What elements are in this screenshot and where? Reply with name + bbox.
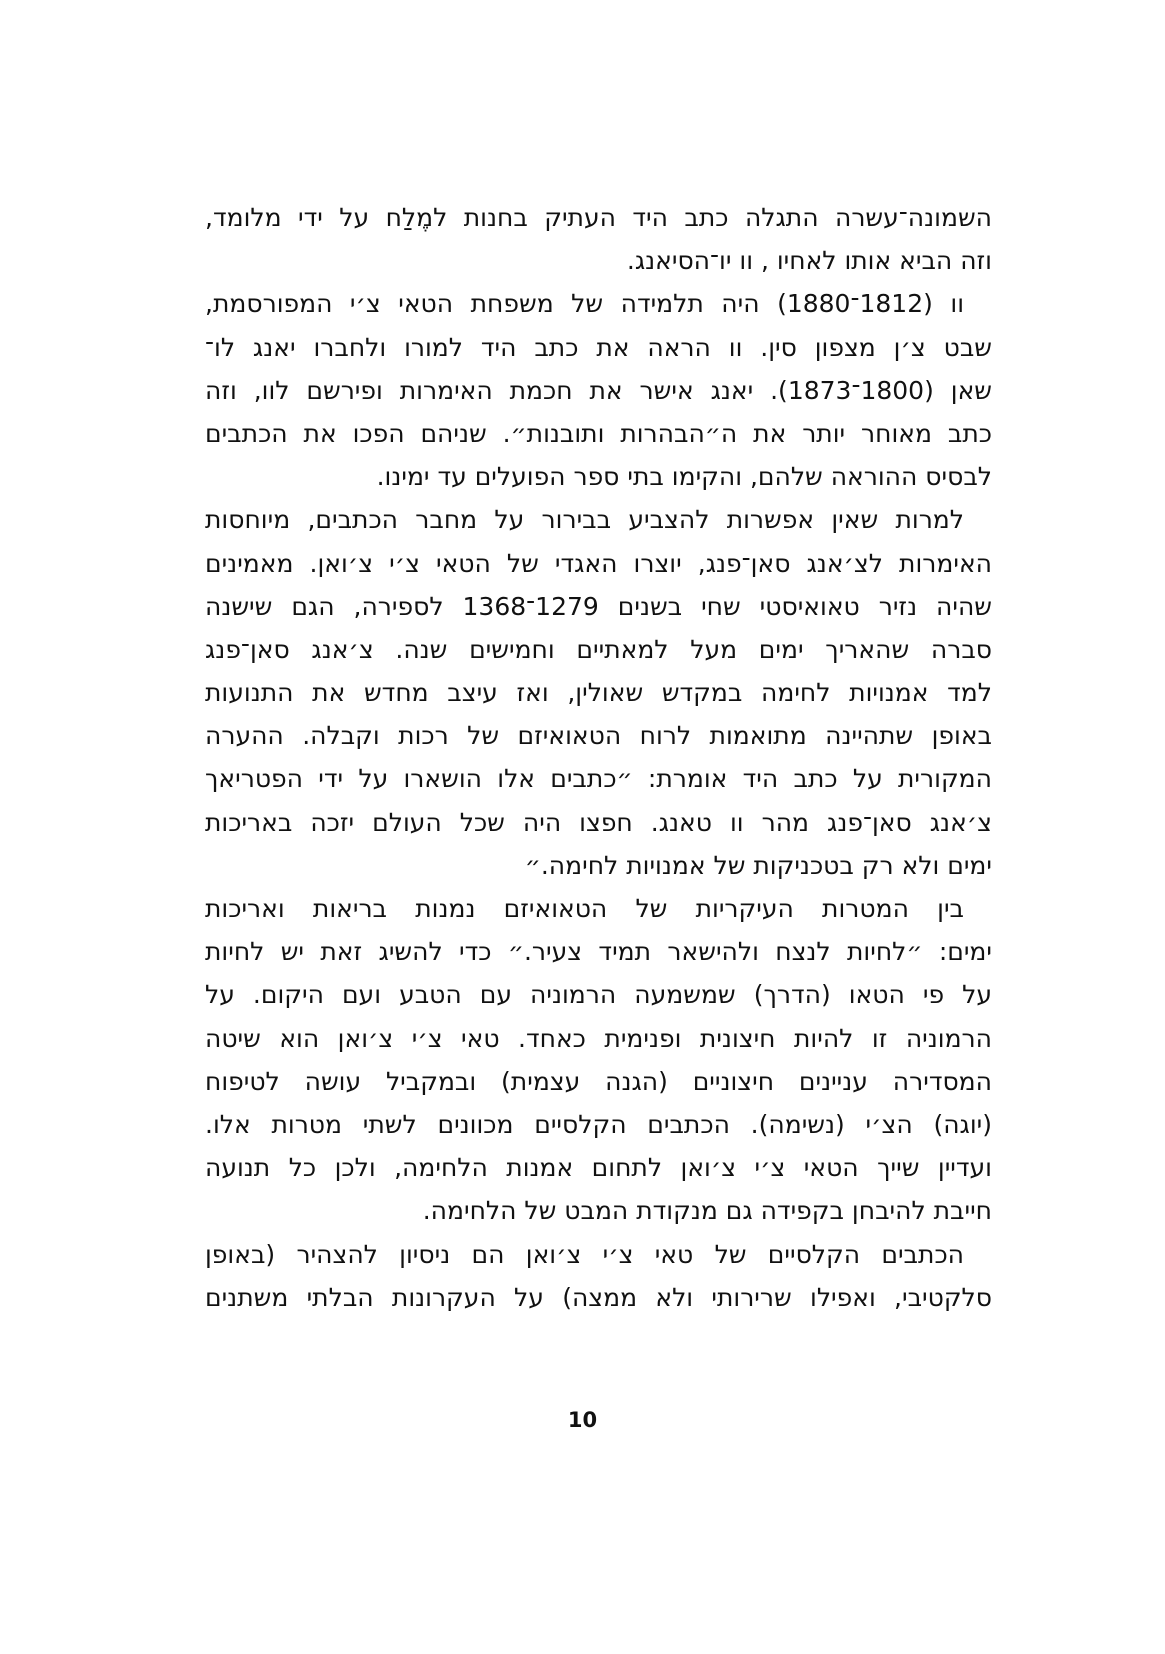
paragraph-1 [205, 196, 992, 282]
text-line: למד אמנויות לחימה במקדש שאולין, ואז עיצב מחדש את התנועות [205, 678, 992, 708]
text-line: (יוגה) הצ׳י (נשימה). הכתבים הקלסיים מכוונים לשתי מטרות אלו. [205, 1109, 992, 1139]
text-line: שאן (1800־1873). יאנג אישר את חכמת האימרות ופירשם לוו, וזה [205, 375, 992, 405]
text-line: שבט צ׳ן מצפון סין. וו הראה את כתב היד למורו ולחברו יאנג לו־ [205, 332, 992, 362]
text-line: האימרות לצ׳אנג סאן־פנג, יוצרו האגדי של הטאי צ׳י צ׳ואן. מאמינים [205, 548, 992, 578]
text-line: למרות שאין אפשרות להצביע בבירור על מחבר הכתבים, מיוחסות [205, 505, 964, 535]
text-line: צ׳אנג סאן־פנג מהר וו טאנג. חפצו היה שכל העולם יזכה באריכות [205, 807, 992, 837]
text-line: וו (1812־1880) היה תלמידה של משפחת הטאי צ׳י המפורסמת, [205, 289, 965, 319]
paragraph-4 [205, 887, 992, 1233]
text-line: הכתבים הקלסיים של טאי צ׳י צ׳ואן הם ניסיון להצהיר (באופן [205, 1239, 964, 1269]
text-line: וזה הביא אותו לאחיו , וו יו־הסיאנג. [626, 246, 992, 276]
body-text [205, 196, 992, 1319]
text-line: המסדירה עניינים חיצוניים (הגנה עצמית) ובמקביל עושה לטיפוח [205, 1066, 992, 1096]
text-line: בין המטרות העיקריות של הטאואיזם נמנות בריאות ואריכות [205, 894, 964, 923]
text-line: סברה שהאריך ימים מעל למאתיים וחמישים שנה. צ׳אנג סאן־פנג [205, 634, 992, 664]
text-line: השמונה־עשרה התגלה כתב היד העתיק בחנות למֶלַח על ידי מלומד, [205, 203, 992, 232]
text-line: סלקטיבי, ואפילו שרירותי ולא ממצה) על העקרונות הבלתי משתנים [205, 1282, 992, 1312]
text-line: על פי הטאו (הדרך) שמשמעה הרמוניה עם הטבע ועם היקום. על [205, 980, 992, 1010]
paragraph-2 [205, 282, 992, 498]
text-line: ימים: ״לחיות לנצח ולהישאר תמיד צעיר.״ כדי להשיג זאת יש לחיות [205, 937, 992, 967]
text-line: ועדיין שייך הטאי צ׳י צ׳ואן לתחום אמנות הלחימה, ולכן כל תנועה [205, 1153, 992, 1183]
text-line: באופן שתהיינה מתואמות לרוח הטאואיזם של רכות וקבלה. ההערה [205, 721, 992, 751]
page-number: 10 [567, 1408, 598, 1432]
text-line: לבסיס ההוראה שלהם, והקימו בתי ספר הפועלים עד ימינו. [376, 462, 992, 492]
text-line: הרמוניה זו להיות חיצונית ופנימית כאחד. טאי צ׳י צ׳ואן הוא שיטה [205, 1023, 992, 1053]
paragraph-3 [205, 498, 992, 887]
text-line: כתב מאוחר יותר את ה״הבהרות ותובנות״. שניהם הפכו את הכתבים [205, 418, 992, 448]
text-line: ימים ולא רק בטכניקות של אמנויות לחימה.״ [524, 850, 992, 880]
text-line: המקורית על כתב היד אומרת: ״כתבים אלו הושארו על ידי הפטריאך [205, 764, 992, 794]
paragraph-5 [205, 1233, 992, 1319]
text-line: שהיה נזיר טאואיסטי שחי בשנים 1279־1368 לספירה, הגם שישנה [205, 591, 993, 621]
text-line: חייבת להיבחן בקפידה גם מנקודת המבט של הלחימה. [422, 1196, 992, 1226]
